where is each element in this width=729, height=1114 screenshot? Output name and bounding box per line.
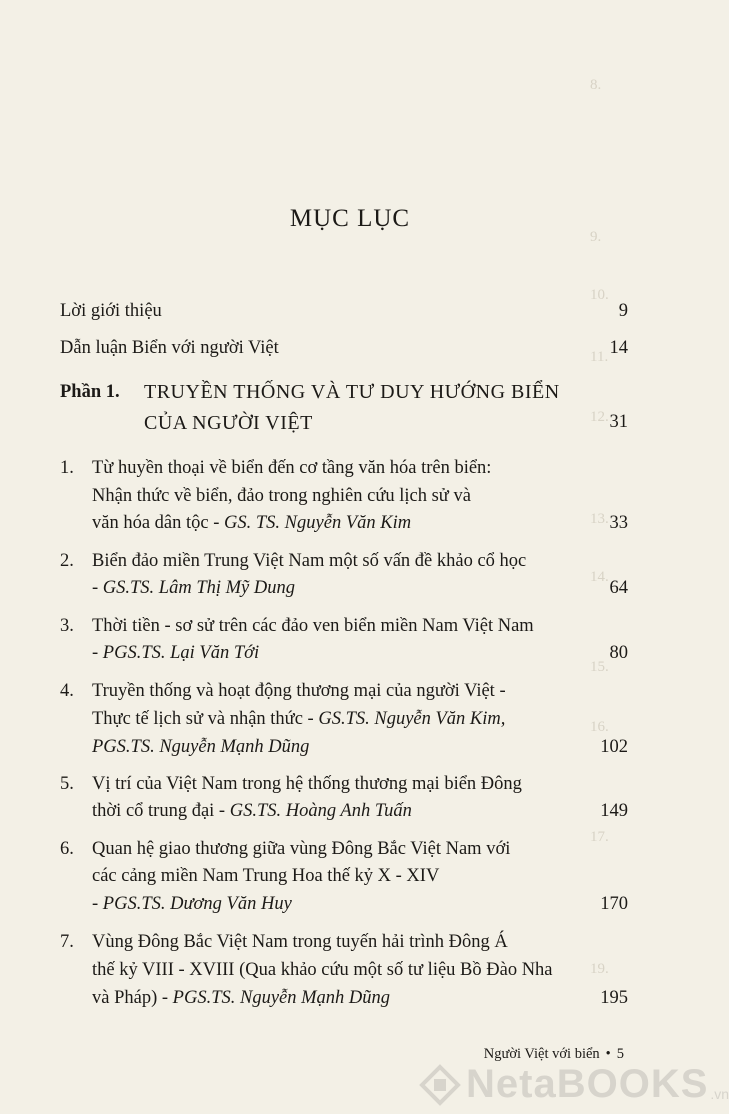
entry-title-tail: văn hóa dân tộc - (92, 513, 225, 533)
entry-author: GS. TS. Nguyễn Văn Kim (224, 513, 412, 533)
entry-page: 80 (609, 643, 628, 663)
entry-number: 4. (60, 681, 74, 701)
footer-separator: • (605, 1046, 611, 1062)
part-title-line2: CỦA NGƯỜI VIỆT (144, 412, 313, 434)
entry-page: 195 (600, 988, 628, 1008)
entry-author: PGS.TS. Nguyễn Mạnh Dũng (172, 988, 391, 1008)
toc-entry-intro (60, 302, 628, 321)
entry-author: PGS.TS. Nguyễn Mạnh Dũng (92, 737, 310, 757)
watermark-suffix: .vn (710, 1085, 729, 1102)
entry-number: 6. (60, 839, 74, 859)
entry-title-line: Nhận thức về biển, đảo trong nghiên cứu lịch sử và (92, 486, 471, 506)
entry-label: Dẫn luận Biển với người Việt (60, 338, 279, 358)
entry-page: 64 (609, 578, 628, 598)
entry-title-line: Vùng Đông Bắc Việt Nam trong tuyến hải trình Đông Á (92, 932, 508, 952)
page-title: MỤC LỤC (289, 205, 411, 232)
entry-page: 149 (600, 801, 628, 821)
watermark-brand: NetaBOOKS (466, 1062, 709, 1106)
entry-author: GS.TS. Hoàng Anh Tuấn (229, 801, 412, 821)
book-page: 8. 9. 10. 11. 12. 13. 14. 15. 16. 17. 19. MỤC LỤC Lời giới thiệu 9 Dẫn luận Biển với người Việt 14 Phần 1. TRUYỀN THỐNG VÀ TƯ DUY HƯỚNG BIỂN CỦA NGƯỜI VIỆT 31 1. Từ huyền thoại về biển đến cơ tầng văn hóa trên biển: Nhận thức về biển, đảo trong nghiên cứu lịch sử và văn hóa dân tộc - GS. TS. Nguyễn Văn Kim 33 2. Biển đảo miền Trung Việt Nam một số vấn đề khảo cổ học - GS.TS. Lâm Thị Mỹ Dung 64 3. Thời tiền - sơ sử trên các đảo ven biển miền Nam Việt Nam - PGS.TS. Lại Văn Tới 80 4. Truyền thống và hoạt động thương mại của người Việt - Thực tế lịch sử và nhận thức - GS.TS. Nguyễn Văn Kim, PGS.TS. Nguyễn Mạnh Dũng 102 5. Vị trí của Việt Nam trong hệ thống thương mại biển Đông thời cổ trung đại - GS.TS. Hoàng Anh Tuấn 149 6. Quan hệ giao thương giữa vùng Đông Bắc Việt Nam với các cảng miền Nam Trung Hoa thế kỷ X - XIV - PGS.TS. Dương Văn Huy 170 7. Vùng Đông Bắc Việt Nam trong tuyến hải trình Đông Á thế kỷ VIII - XVIII (Qua khảo cứu một số tư liệu Bồ Đào Nha và Pháp) - PGS.TS. Nguyễn Mạnh Dũng 195 Người Việt với biển • 5 NetaBOOKS .vn (0, 0, 700, 1114)
entry-title-line: Vị trí của Việt Nam trong hệ thống thương mại biển Đông (92, 774, 522, 794)
entry-title-line (92, 801, 412, 822)
entry-number: 5. (60, 774, 74, 794)
entry-title-line: Từ huyền thoại về biển đến cơ tầng văn hóa trên biển: (92, 458, 492, 478)
entry-title-line (92, 513, 411, 534)
entry-number: 2. (60, 551, 74, 571)
entry-page: 33 (609, 513, 628, 533)
entry-author: - PGS.TS. Dương Văn Huy (92, 894, 292, 914)
toc-entry-preface (60, 339, 628, 358)
watermark (420, 1062, 729, 1107)
entry-page: 170 (600, 894, 628, 914)
entry-title-line: Quan hệ giao thương giữa vùng Đông Bắc Việt Nam với (92, 839, 511, 859)
footer-page-number: 5 (616, 1046, 624, 1062)
page-footer (484, 1046, 624, 1063)
part-title-line1: TRUYỀN THỐNG VÀ TƯ DUY HƯỚNG BIỂN (144, 381, 560, 403)
entry-page: 102 (600, 737, 628, 757)
entry-title-line (92, 988, 390, 1009)
entry-title-line: các cảng miền Nam Trung Hoa thế kỷ X - XIV (92, 866, 440, 886)
entry-title-line (92, 709, 505, 730)
entry-title-line: Biển đảo miền Trung Việt Nam một số vấn đề khảo cổ học (92, 551, 527, 571)
book-logo-icon (420, 1065, 460, 1105)
entry-author: - GS.TS. Lâm Thị Mỹ Dung (92, 578, 295, 598)
entry-title-tail: thời cổ trung đại - (92, 801, 230, 821)
entry-page: 9 (618, 301, 628, 321)
entry-title-tail: Thực tế lịch sử và nhận thức - (92, 709, 319, 729)
entry-number: 7. (60, 932, 74, 952)
entry-number: 1. (60, 458, 74, 478)
entry-title-line: Truyền thống và hoạt động thương mại của người Việt - (92, 681, 506, 701)
part-label: Phần 1. (60, 382, 120, 402)
entry-author: GS.TS. Nguyễn Văn Kim, (318, 709, 506, 729)
entry-author: - PGS.TS. Lại Văn Tới (92, 643, 260, 663)
entry-title-tail: và Pháp) - (92, 988, 173, 1008)
entry-title-line: thế kỷ VIII - XVIII (Qua khảo cứu một số tư liệu Bồ Đào Nha (92, 960, 553, 980)
entry-page: 14 (609, 338, 628, 358)
entry-number: 3. (60, 616, 74, 636)
entry-title-line: Thời tiền - sơ sử trên các đảo ven biển miền Nam Việt Nam (92, 616, 534, 636)
footer-book-title: Người Việt với biển (483, 1046, 600, 1062)
entry-label: Lời giới thiệu (60, 301, 162, 321)
part-page: 31 (609, 412, 628, 432)
